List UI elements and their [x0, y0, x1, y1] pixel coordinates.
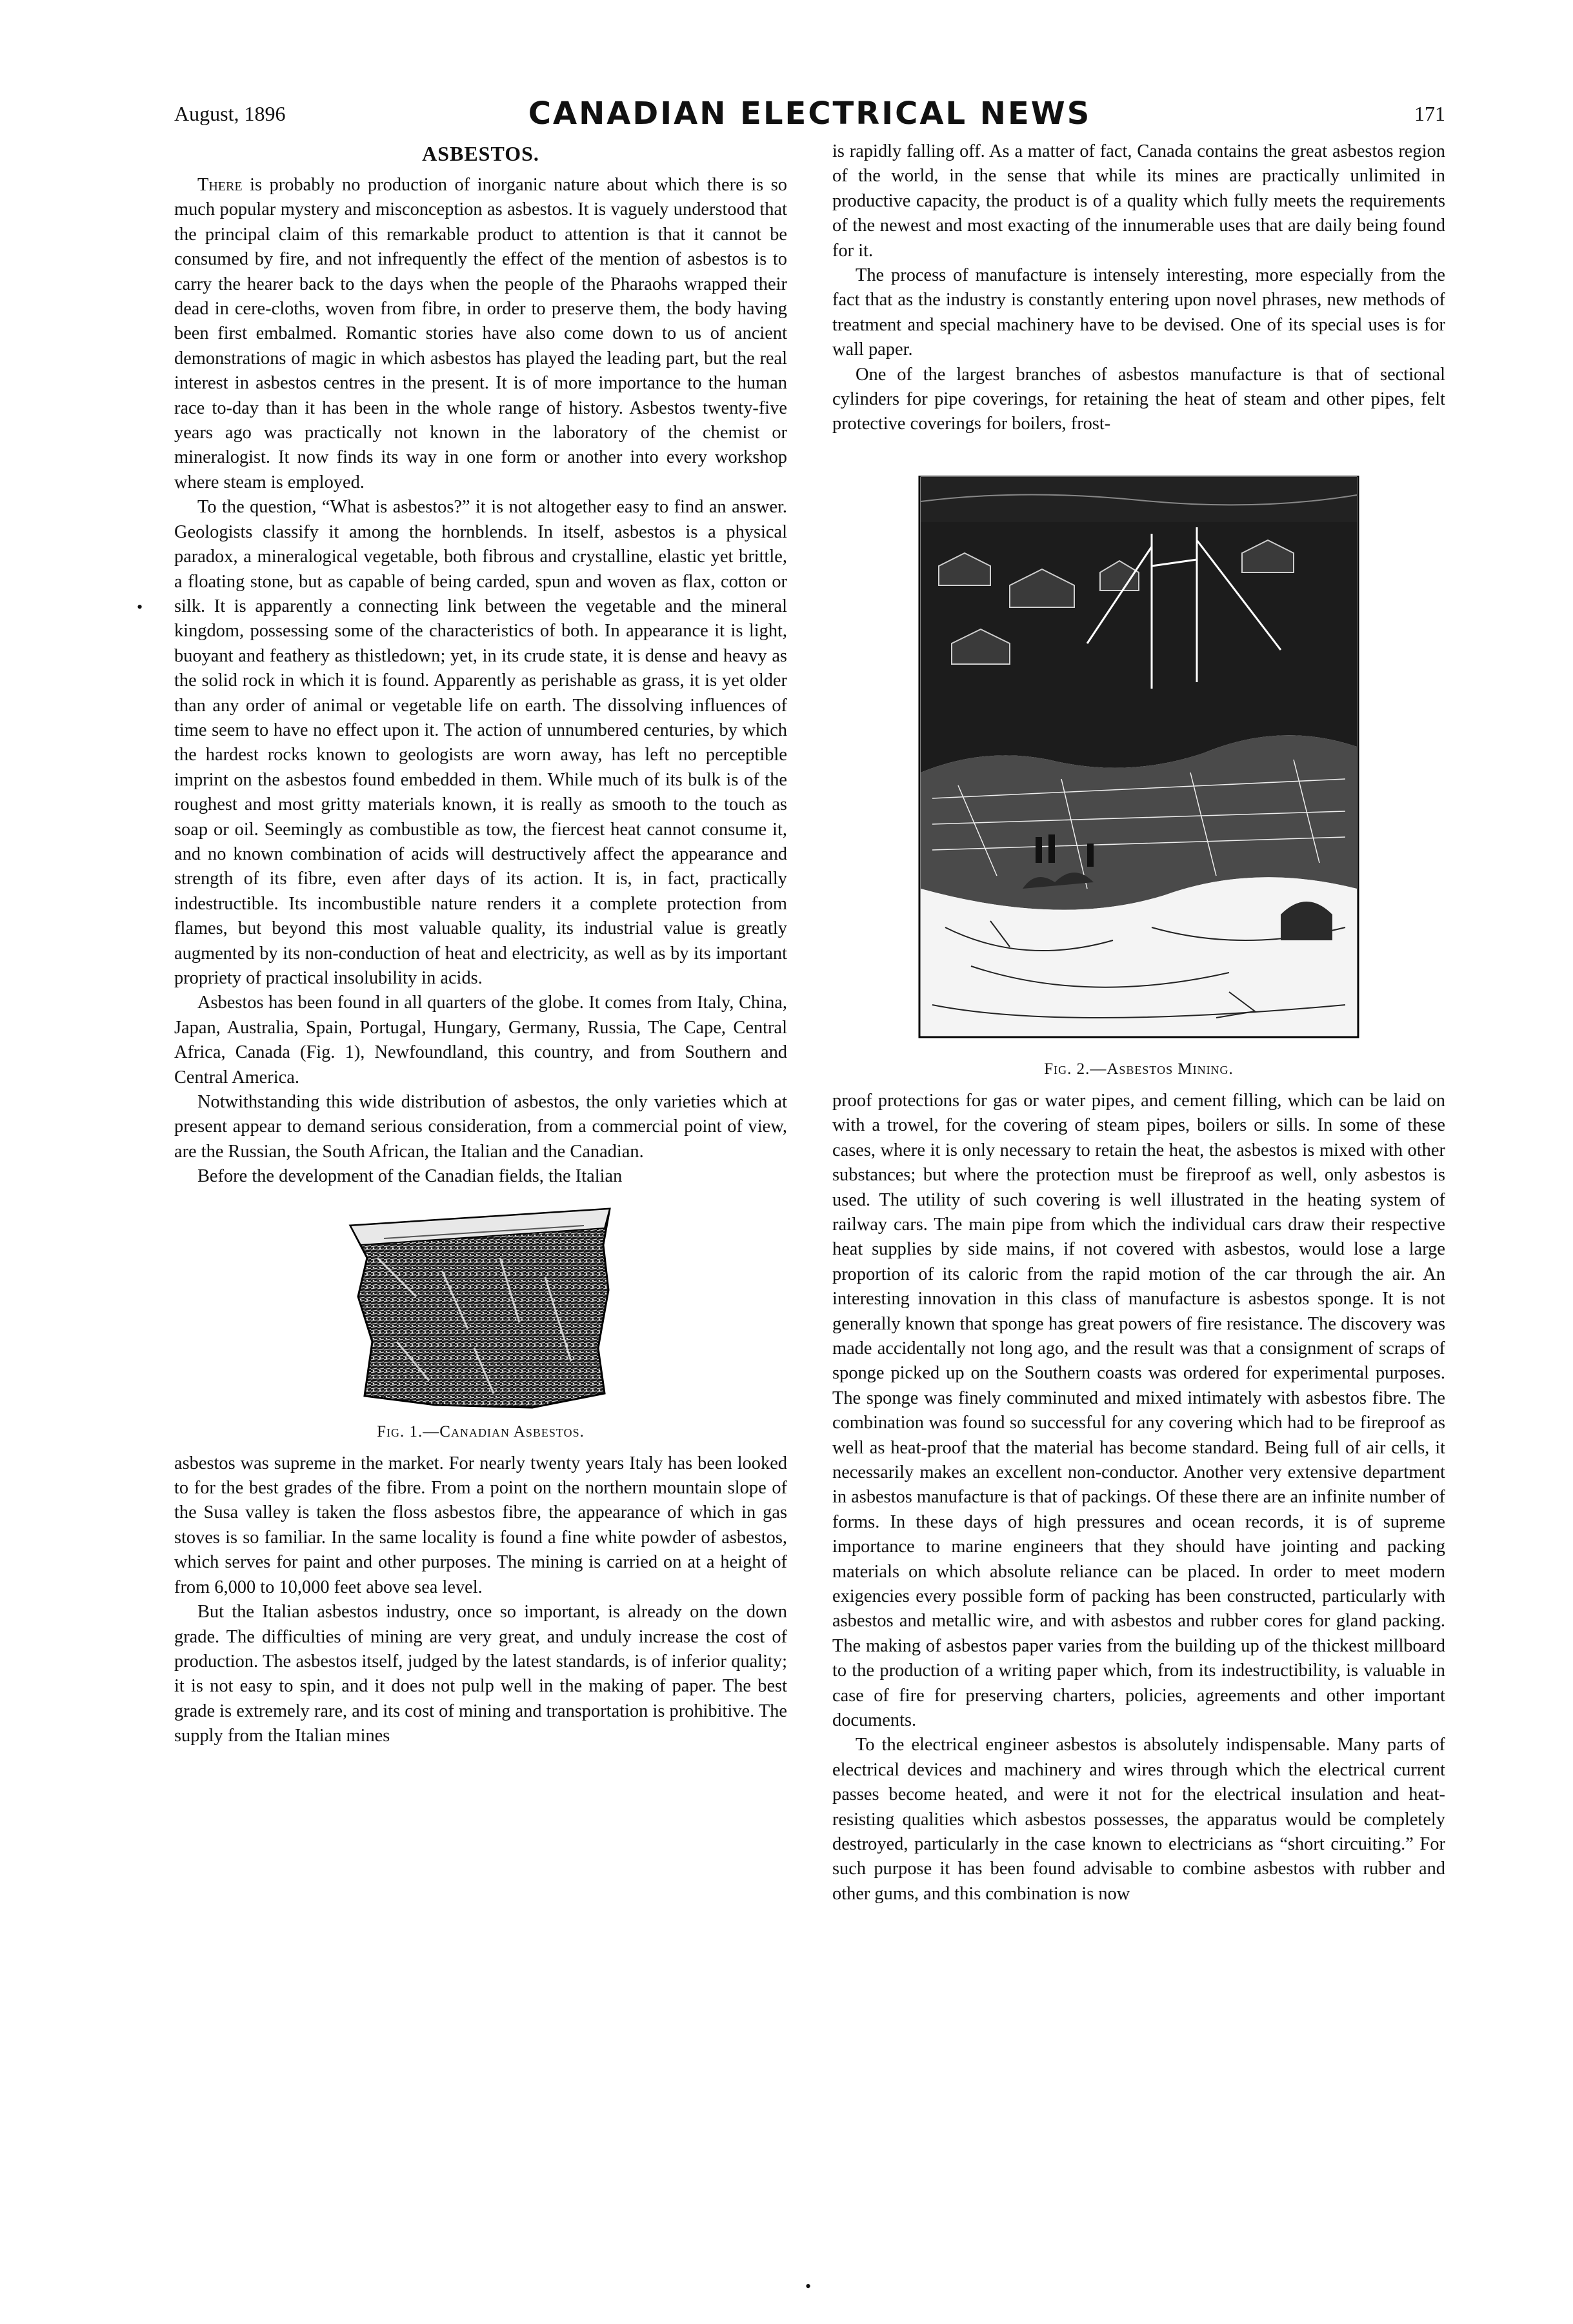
page-number: 171 [1414, 102, 1445, 125]
figure-2-caption: Fig. 2.—Asbestos Mining. [1044, 1060, 1234, 1078]
figure-1 [174, 1200, 787, 1442]
issue-date: August, 1896 [174, 102, 286, 125]
paragraph [174, 173, 787, 495]
bottom-mark: • [805, 2277, 812, 2296]
paragraph: asbestos was supreme in the market. For nearly twenty years Italy has been looked to for the best grades of the fibre. From a point on the northern mountain slope of the Susa valley is taken the floss asbestos fibre, the appearance of which in gas stoves is so familiar. In the same locality is found a fine white powder of asbestos, which serves for paint and other purposes. The mining is carried on at a height of from 6,000 to 10,000 feet above sea level. [174, 1453, 787, 1597]
paragraph: The process of manufacture is intensely interesting, more especially from the fact that as the industry is constantly entering upon novel phrases, new methods of treatment and special machinery have to be devised. One of its special uses is for wall paper. [832, 265, 1445, 360]
paragraph: proof protections for gas or water pipes, and cement filling, which can be laid on with a trowel, for the covering of steam pipes, boilers or sills. In some of these cases, where it is only necessary to retain the heat, the asbestos is mixed with other substances; but where the protection must be fireproof as well, only asbestos is used. The utility of such covering is well illustrated in the heating system of railway cars. The main pipe from which the individual cars draw their respective heat supplies by side mains, if not covered with asbestos, would lose a large proportion of its caloric from the rapid motion of the car through the air. An interesting innovation in this class of manufacture is asbestos sponge. It is not generally known that sponge has great powers of fire resistance. The discovery was made accidentally not long ago, and the result was that a consignment of scraps of sponge picked up on the Southern coasts was ordered for experimental purposes. The sponge was finely comminuted and mixed intimately with asbestos fibre. The combination was found so successful for any covering which had to be fireproof as well as heat-proof that the material has become standard. Being full of air cells, it necessarily makes an excellent non-conductor. Another very extensive department in asbestos manufacture is that of packings. Of these there are an infinite number of forms. In these days of high pressures and ocean records, it is of supreme importance to marine engineers that they should have jointing and packing materials on which absolute reliance can be placed. In order to meet modern exigencies every possible form of packing has been constructed, particularly with asbestos and metallic wire, and with asbestos and rubber cores for gland packing. The making of asbestos paper varies from the building up of the thickest millboard to the production of a writing paper which, from its indestructibility, is valuable in case of fire for preserving charters, policies, agreements and other important documents. [832, 1090, 1445, 1731]
right-column [832, 139, 1445, 2259]
asbestos-sample-illustration [339, 1200, 623, 1413]
paragraph: is rapidly falling off. As a matter of fact, Canada contains the great asbestos region of the world, in the sense that while its mines are practically unlimited in productive capacity, the product is of a quality which fully meets the requirements of the newest and most exacting of the innumerable uses that are daily being found for it. [832, 141, 1445, 261]
paragraph: To the electrical engineer asbestos is absolutely indispensable. Many parts of electrical devices and machinery and wires through which the electrical current passes become heated, and were it not for the electrical insulation and heat-resisting qualities which asbestos possesses, the apparatus would be completely destroyed, particularly in the case known to electricians as “short circuiting.” For such purpose it has been found advisable to combine asbestos with rubber and other gums, and this combination is now [832, 1735, 1445, 1904]
left-column [174, 139, 787, 2259]
lead-word: There [197, 175, 243, 195]
paragraph: Asbestos has been found in all quarters of the globe. It comes from Italy, China, Japan, Australia, Spain, Portugal, Hungary, Germany, Russia, The Cape, Central Africa, Canada (Fig. 1), Newfoundland, this country, and from Southern and Central America. [174, 993, 787, 1087]
paragraph: But the Italian asbestos industry, once so important, is already on the down grade. The difficulties of mining are very great, and unduly increase the cost of production. The asbestos itself, judged by the latest standards, is of inferior quality; it is not easy to spin, and it does not pulp well in the making of paper. The best grade is extremely rare, and its cost of mining and transportation is prohibitive. The supply from the Italian mines [174, 1602, 787, 1746]
figure-1-caption: Fig. 1.—Canadian Asbestos. [377, 1422, 585, 1440]
paragraph: Notwithstanding this wide distribution of asbestos, the only varieties which at present appear to demand serious consideration, from a commercial point of view, are the Russian, the South African, the Italian and the Canadian. [174, 1092, 787, 1162]
paragraph-text: is probably no production of inorganic nature about which there is so much popular mystery and misconception as asbestos. It is vaguely understood that the principal claim of this remarkable product to attention is that it cannot be consumed by fire, and not infrequently the effect of the mention of asbestos is to carry the hearer back to the days when the people of the Pharaohs wrapped their dead in cere-cloths, woven from fibre, in order to preserve them, the body having been first embalmed. Romantic stories have also come down to us of ancient demonstrations of magic in which asbestos has played the leading part, but the real interest in asbestos centres in the present. It is of more importance to the human race to-day than it has been in the whole range of history. Asbestos twenty-five years ago was practically not known in the laboratory of the chemist or mineralogist. It now finds its way in one form or another into every workshop where steam is employed. [174, 175, 787, 492]
paragraph: To the question, “What is asbestos?” it is not altogether easy to find an answer. Geologists classify it among the hornblends. In itself, asbestos is a physical paradox, a mineralogical vegetable, both fibrous and crystalline, elastic yet brittle, a floating stone, but as capable of being carded, spun and woven as flax, cotton or silk. It is apparently a connecting link between the vegetable and the mineral kingdom, possessing some of the characteristics of both. In appearance it is light, buoyant and feathery as thistledown; yet, in its crude state, it is dense and heavy as the solid rock in which it is found. Apparently as perishable as grass, it is yet older than any order of animal or vegetable life on earth. The dissolving influences of time seem to have no effect upon it. The action of unnumbered centuries, by which the hardest rocks known to geologists are worn away, has left no perceptible imprint on the asbestos found embedded in them. While much of its bulk is of the roughest and most gritty materials known, it is really as smooth to the touch as soap or oil. Seemingly as combustible as tow, the fiercest heat cannot consume it, and no known combination of acids will destructively affect the appearance and strength of its fibre, even after days of its action. It is, in fact, practically indestructible. Its incombustible nature renders it a complete protection from flames, but beyond this most valuable quality, its industrial value is greatly augmented by its non-conduction of heat and electricity, as well as by its important propriety of practical insolubility in acids. [174, 497, 787, 988]
article-title: ASBESTOS. [422, 142, 539, 165]
paragraph: Before the development of the Canadian fields, the Italian [197, 1166, 623, 1187]
paragraph: One of the largest branches of asbestos manufacture is that of sectional cylinders for pipe coverings, for retaining the heat of steam and other pipes, felt protective coverings for boilers, frost- [832, 364, 1445, 434]
page-header [174, 94, 1445, 133]
publication-title: CANADIAN ELECTRICAL NEWS [528, 96, 1092, 132]
figure-2 [832, 476, 1445, 1080]
margin-dot: • [137, 598, 143, 616]
asbestos-mining-illustration [894, 476, 1384, 1050]
